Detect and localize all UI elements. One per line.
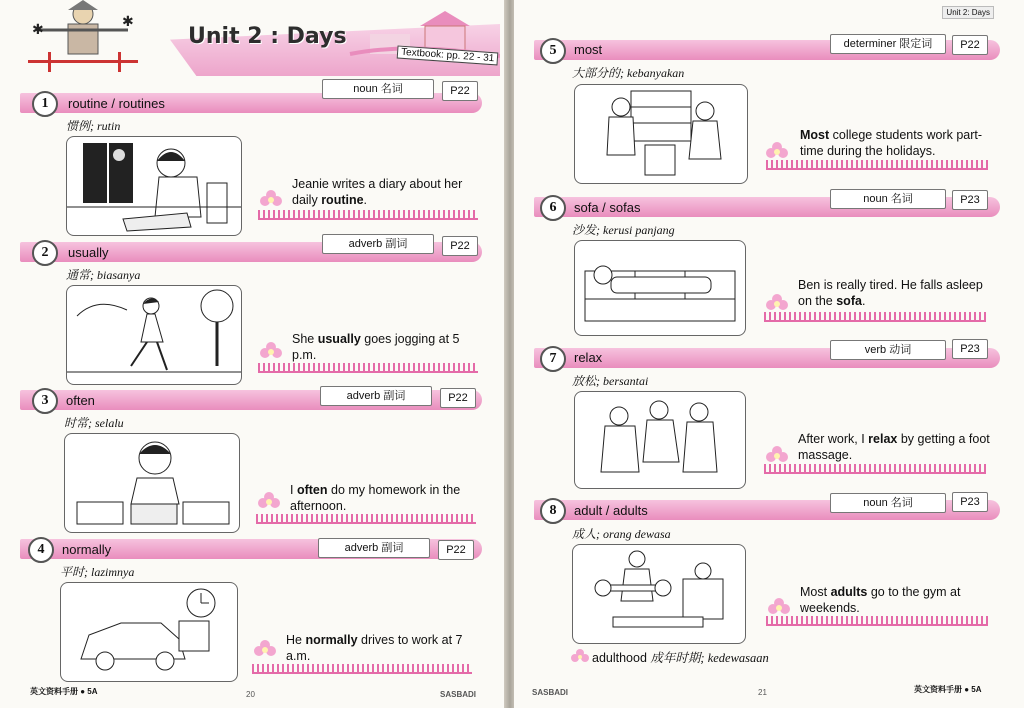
page-ref-8: P23 — [952, 492, 988, 512]
translation-3: 时常; selalu — [64, 416, 124, 430]
example-sentence-6: Ben is really tired. He falls asleep on the sofa. — [798, 278, 983, 308]
example-sentence-8: Most adults go to the gym at weekends. — [800, 585, 961, 615]
grass-divider — [258, 363, 478, 373]
example-sentence-4: He normally drives to work at 7 a.m. — [286, 633, 463, 663]
entry-number-2: 2 — [32, 240, 58, 266]
girl-jogging-illustration — [67, 286, 241, 384]
page-number: 20 — [246, 690, 255, 699]
picture-4 — [60, 582, 238, 682]
boy-doing-homework-illustration — [65, 434, 239, 532]
right-page — [514, 0, 1024, 708]
svg-text:✱: ✱ — [122, 13, 134, 29]
page-ref-7: P23 — [952, 339, 988, 359]
picture-3 — [64, 433, 240, 533]
entry-word-7: relax — [574, 350, 603, 365]
example-sentence-5: Most college students work part-time during the holidays. — [800, 128, 983, 158]
pos-label-1: noun 名词 — [322, 79, 434, 99]
girl-writing-diary-illustration — [67, 137, 241, 235]
boy-sleeping-on-sofa-illustration — [575, 241, 745, 335]
grass-divider — [766, 160, 988, 170]
pos-label-2: adverb 副词 — [322, 234, 434, 254]
left-page — [0, 0, 506, 708]
grass-divider — [766, 616, 988, 626]
entry-number-4: 4 — [28, 537, 54, 563]
flower-icon — [256, 488, 282, 514]
page-ref-3: P22 — [440, 388, 476, 408]
pos-label-7: verb 动词 — [830, 340, 946, 360]
pos-label-3: adverb 副词 — [320, 386, 432, 406]
entry-word-2: usually — [68, 245, 109, 260]
extra-word-note: adulthood 成年时期; kedewasaan — [592, 651, 769, 665]
flower-icon — [252, 636, 278, 662]
entry-number-7: 7 — [540, 346, 566, 372]
pos-label-8: noun 名词 — [830, 493, 946, 513]
translation-2: 通常; biasanya — [66, 268, 141, 282]
unit-title: Unit 2 : Days — [188, 24, 347, 49]
grass-divider — [256, 514, 476, 524]
grass-divider — [258, 210, 478, 220]
pos-label-5: determiner 限定词 — [830, 34, 946, 54]
translation-8: 成人; orang dewasa — [572, 527, 671, 541]
picture-7 — [574, 391, 746, 489]
page-ref-6: P23 — [952, 190, 988, 210]
entry-word-3: often — [66, 393, 95, 408]
entry-word-1: routine / routines — [68, 96, 165, 111]
flower-icon — [258, 186, 284, 212]
entry-number-3: 3 — [32, 388, 58, 414]
pos-label-6: noun 名词 — [830, 189, 946, 209]
entry-number-6: 6 — [540, 195, 566, 221]
example-sentence-3: I often do my homework in the afternoon. — [290, 483, 461, 513]
flower-icon — [258, 338, 284, 364]
page-ref-2: P22 — [442, 236, 478, 256]
entry-word-6: sofa / sofas — [574, 200, 641, 215]
picture-1 — [66, 136, 242, 236]
entry-word-4: normally — [62, 542, 112, 557]
page-number: 21 — [758, 688, 767, 697]
students-working-shop-illustration — [575, 85, 747, 183]
translation-7: 放松; bersantai — [572, 374, 649, 388]
entry-number-8: 8 — [540, 498, 566, 524]
entry-word-5: most — [574, 42, 603, 57]
unit-header-tag: Unit 2: Days — [942, 6, 994, 19]
example-sentence-1: Jeanie writes a diary about her daily routine. — [292, 177, 463, 207]
entry-number-1: 1 — [32, 91, 58, 117]
translation-6: 沙发; kerusi panjang — [572, 223, 675, 237]
entry-word-8: adult / adults — [574, 503, 648, 518]
entry-number-5: 5 — [540, 38, 566, 64]
footer-text: 英文资料手册 ● 5A — [30, 687, 98, 696]
grass-divider — [764, 464, 986, 474]
foot-massage-illustration — [575, 392, 745, 488]
grass-divider — [252, 664, 472, 674]
footer-text: 英文资料手册 ● 5A — [914, 685, 982, 694]
example-sentence-2: She usually goes jogging at 5 p.m. — [292, 332, 460, 362]
publisher-logo: SASBADI — [440, 690, 477, 699]
page-ref-5: P22 — [952, 35, 988, 55]
grass-divider — [764, 312, 986, 322]
adults-at-gym-illustration — [573, 545, 745, 643]
textbook-reference: Textbook: pp. 22 - 31 — [397, 45, 499, 65]
example-sentence-7: After work, I relax by getting a foot massage. — [798, 432, 990, 462]
page-ref-4: P22 — [438, 540, 474, 560]
picture-8 — [572, 544, 746, 644]
picture-5 — [574, 84, 748, 184]
svg-text:✱: ✱ — [32, 21, 44, 37]
translation-4: 平时; lazimnya — [60, 565, 135, 579]
translation-1: 惯例; rutin — [66, 119, 121, 133]
scarecrow-illustration — [28, 0, 138, 78]
picture-6 — [574, 240, 746, 336]
pos-label-4: adverb 副词 — [318, 538, 430, 558]
translation-5: 大部分的; kebanyakan — [572, 66, 685, 80]
page-ref-1: P22 — [442, 81, 478, 101]
flower-icon — [570, 646, 590, 666]
publisher-logo: SASBADI — [532, 688, 569, 697]
man-driving-car-illustration — [61, 583, 237, 681]
picture-2 — [66, 285, 242, 385]
